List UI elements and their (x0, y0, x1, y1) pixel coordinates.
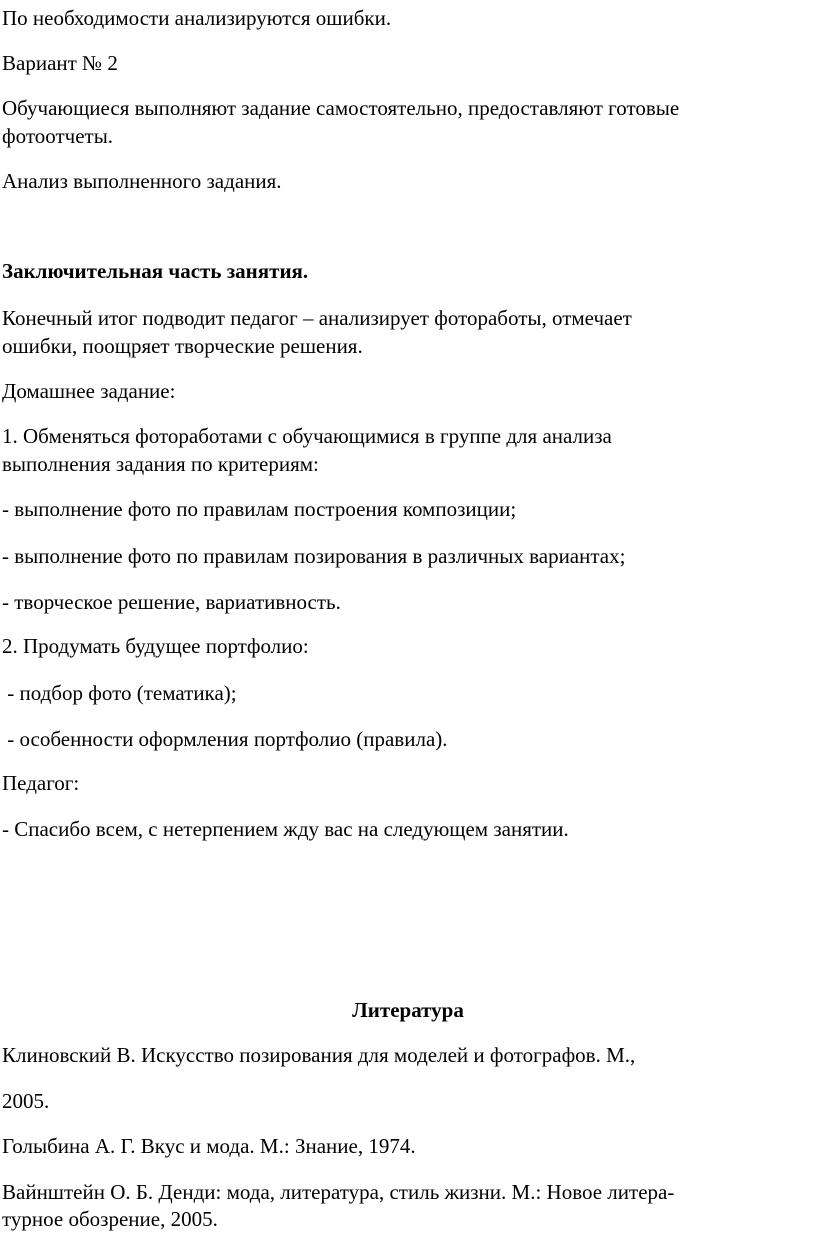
analysis-text: Анализ выполненного задания. (2, 169, 282, 193)
variant-text-line-1: Обучающиеся выполняют задание самостоятельно, предоставляют готовые (2, 96, 680, 120)
final-part-heading: Заключительная часть занятия. (2, 259, 309, 283)
task1-line-1: 1. Обменяться фотоработами с обучающимися в группе для анализа (2, 424, 612, 448)
summary-line-1: Конечный итог подводит педагог – анализирует фотоработы, отмечает (2, 306, 632, 330)
task2-item-2: - особенности оформления портфолио (правила). (2, 727, 448, 751)
reference-2: Голыбина А. Г. Вкус и мода. М.: Знание, 1974. (2, 1134, 416, 1158)
reference-3-line-1: Вайнштейн О. Б. Денди: мода, литература, стиль жизни. М.: Новое литера- (2, 1180, 675, 1204)
task2-item-1: - подбор фото (тематика); (2, 681, 237, 705)
variant-title: Вариант № 2 (2, 51, 118, 75)
reference-1-line-1: Клиновский В. Искусство позирования для моделей и фотографов. М., (2, 1043, 636, 1067)
criteria-item-2: - выполнение фото по правилам позирования в различных вариантах; (2, 544, 626, 568)
reference-1-line-2: 2005. (2, 1089, 50, 1113)
reference-3-line-2: турное обозрение, 2005. (2, 1207, 218, 1231)
teacher-label: Педагог: (2, 771, 80, 795)
variant-text-line-2: фотоотчеты. (2, 124, 114, 148)
homework-label: Домашнее задание: (2, 379, 176, 403)
literature-heading: Литература (352, 998, 464, 1022)
criteria-item-1: - выполнение фото по правилам построения композиции; (2, 497, 517, 521)
task1-line-2: выполнения задания по критериям: (2, 452, 319, 476)
task2-title: 2. Продумать будущее портфолио: (2, 634, 309, 658)
summary-line-2: ошибки, поощряет творческие решения. (2, 334, 363, 358)
teacher-speech: - Спасибо всем, с нетерпением жду вас на следующем занятии. (2, 817, 569, 841)
criteria-item-3: - творческое решение, вариативность. (2, 590, 341, 614)
errors-note: По необходимости анализируются ошибки. (2, 6, 392, 30)
